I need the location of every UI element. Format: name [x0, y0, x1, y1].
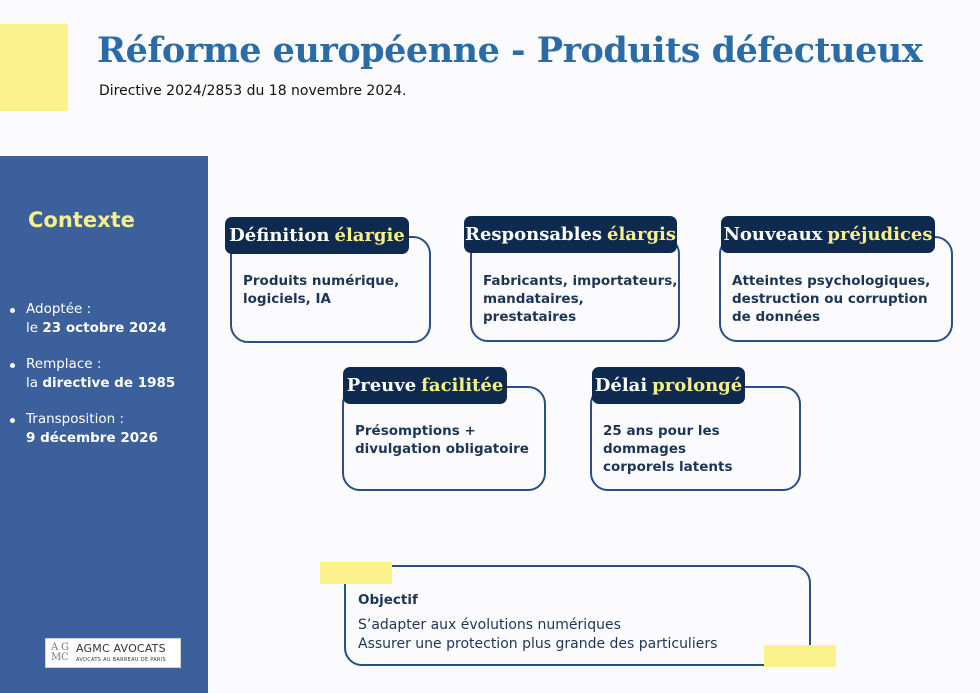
card-tag-preuve — [343, 367, 507, 404]
yellow-accent-block — [764, 645, 836, 667]
yellow-accent-block — [320, 562, 392, 584]
card-body — [355, 422, 529, 458]
card-body-line: corporels latents — [603, 459, 733, 475]
bullet-icon — [10, 363, 15, 368]
yellow-accent-block — [0, 24, 68, 111]
bullet-icon — [10, 308, 15, 313]
card-body — [732, 272, 930, 326]
context-item-prefix: la — [26, 375, 43, 391]
context-item-replaces — [8, 355, 204, 393]
card-body — [243, 272, 399, 308]
card-body-line: destruction ou corruption — [732, 291, 928, 307]
card-tag-title: Nouveaux — [723, 224, 823, 245]
card-tag-delai — [592, 367, 745, 404]
card-body-line: Fabricants, importateurs, — [483, 273, 678, 289]
page-title: Réforme européenne - Produits défectueux — [97, 30, 923, 71]
context-item-label: Adoptée : — [26, 301, 92, 317]
context-sidebar — [0, 156, 208, 693]
card-body-line: Présomptions + — [355, 423, 476, 439]
card-tag-highlight: élargis — [607, 224, 677, 245]
card-tag-title: Responsables — [464, 224, 603, 245]
card-body-line: divulgation obligatoire — [355, 441, 529, 457]
logo-letter: M — [51, 652, 62, 663]
objective-line: S’adapter aux évolutions numériques — [358, 617, 621, 633]
logo-letter: G — [61, 642, 69, 653]
card-tag-highlight: préjudices — [827, 224, 933, 245]
context-item-transposition — [8, 410, 204, 448]
card-tag-highlight: élargie — [334, 225, 405, 246]
context-list — [8, 300, 204, 465]
card-body-line: logiciels, IA — [243, 291, 331, 307]
card-body — [603, 422, 799, 476]
card-tag-title: Délai — [594, 375, 648, 396]
bullet-icon — [10, 418, 15, 423]
card-tag-highlight: facilitée — [421, 375, 504, 396]
card-tag-highlight: prolongé — [652, 375, 743, 396]
logo-name: AGMC AVOCATS — [76, 642, 166, 655]
card-body-line: Atteintes psychologiques, — [732, 273, 931, 289]
context-item-label: Remplace : — [26, 356, 102, 372]
card-body-line: de données — [732, 309, 821, 325]
logo-monogram-icon — [51, 643, 71, 664]
logo-letter: A — [51, 642, 59, 653]
page-subtitle: Directive 2024/2853 du 18 novembre 2024. — [99, 83, 407, 99]
card-tag-responsables — [464, 216, 677, 253]
logo-tagline: AVOCATS AU BARREAU DE PARIS — [76, 657, 166, 663]
logo-letter: C — [61, 652, 69, 663]
context-item-prefix: le — [26, 320, 43, 336]
context-item-label: Transposition : — [26, 411, 124, 427]
card-tag-definition — [225, 217, 409, 254]
card-body — [483, 272, 678, 326]
context-item-value: 9 décembre 2026 — [26, 430, 158, 446]
card-tag-prejudices — [721, 216, 935, 253]
card-tag-title: Définition — [229, 225, 330, 246]
card-body-line: Produits numérique, — [243, 273, 400, 289]
context-item-value: 23 octobre 2024 — [42, 320, 167, 336]
objective-box — [344, 565, 811, 666]
context-title: Contexte — [28, 208, 135, 232]
objective-title: Objectif — [358, 592, 418, 608]
context-item-adoption — [8, 300, 204, 338]
card-body-line: 25 ans pour les dommages — [603, 423, 720, 457]
objective-line: Assurer une protection plus grande des particuliers — [358, 636, 718, 652]
agmc-logo — [45, 638, 181, 668]
context-item-value: directive de 1985 — [42, 375, 176, 391]
card-body-line: mandataires, prestataires — [483, 291, 584, 325]
card-tag-title: Preuve — [346, 375, 417, 396]
